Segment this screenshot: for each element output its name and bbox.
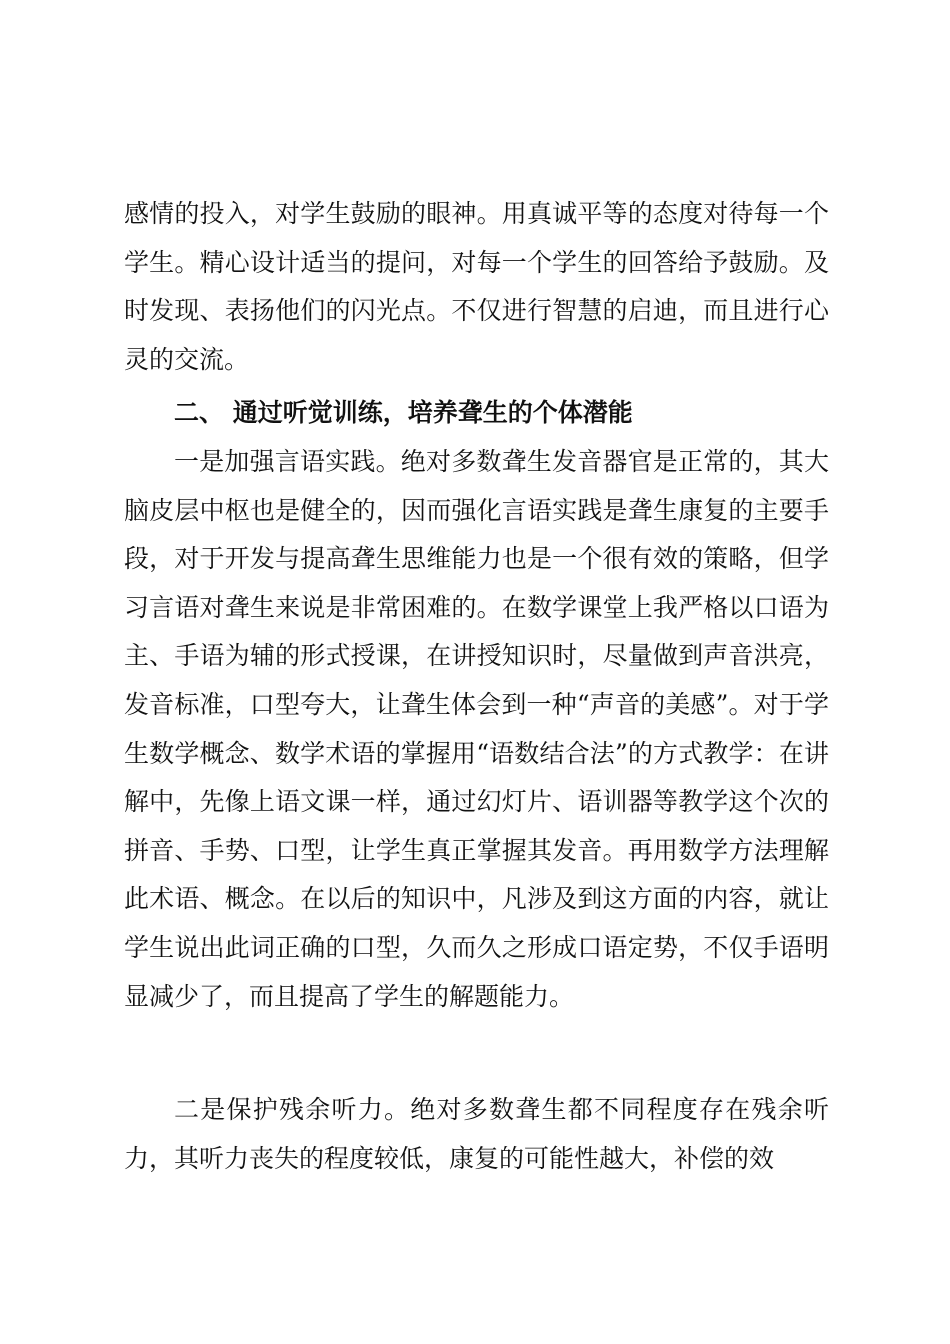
paragraph-residual-hearing: 二是保护残余听力。绝对多数聋生都不同程度存在残余听力，其听力丧失的程度较低，康复的可能性越大，补偿的效 [124, 1095, 829, 1173]
document-page [124, 0, 829, 1344]
paragraph-continued: 感情的投入，对学生鼓励的眼神。用真诚平等的态度对待每一个学生。精心设计适当的提问，对每一个学生的回答给予鼓励。及时发现、表扬他们的闪光点。不仅进行智慧的启迪，而且进行心灵的交流。 [124, 199, 829, 374]
section-heading: 二、 通过听觉训练，培养聋生的个体潜能 [174, 398, 633, 427]
paragraph-speech-practice: 一是加强言语实践。绝对多数聋生发音器官是正常的，其大脑皮层中枢也是健全的，因而强化言语实践是聋生康复的主要手段，对于开发与提高聋生思维能力也是一个很有效的策略，但学习言语对聋生来说是非常困难的。在数学课堂上我严格以口语为主、手语为辅的形式授课，在讲授知识时，尽量做到声音洪亮，发音标准，口型夸大，让聋生体会到一种“声音的美感”。对于学生数学概念、数学术语的掌握用“语数结合法”的方式教学：在讲解中，先像上语文课一样，通过幻灯片、语训器等教学这个次的拼音、手势、口型，让学生真正掌握其发音。再用数学方法理解此术语、概念。在以后的知识中，凡涉及到这方面的内容，就让学生说出此词正确的口型，久而久之形成口语定势，不仅手语明显减少了，而且提高了学生的解题能力。 [124, 447, 829, 1011]
